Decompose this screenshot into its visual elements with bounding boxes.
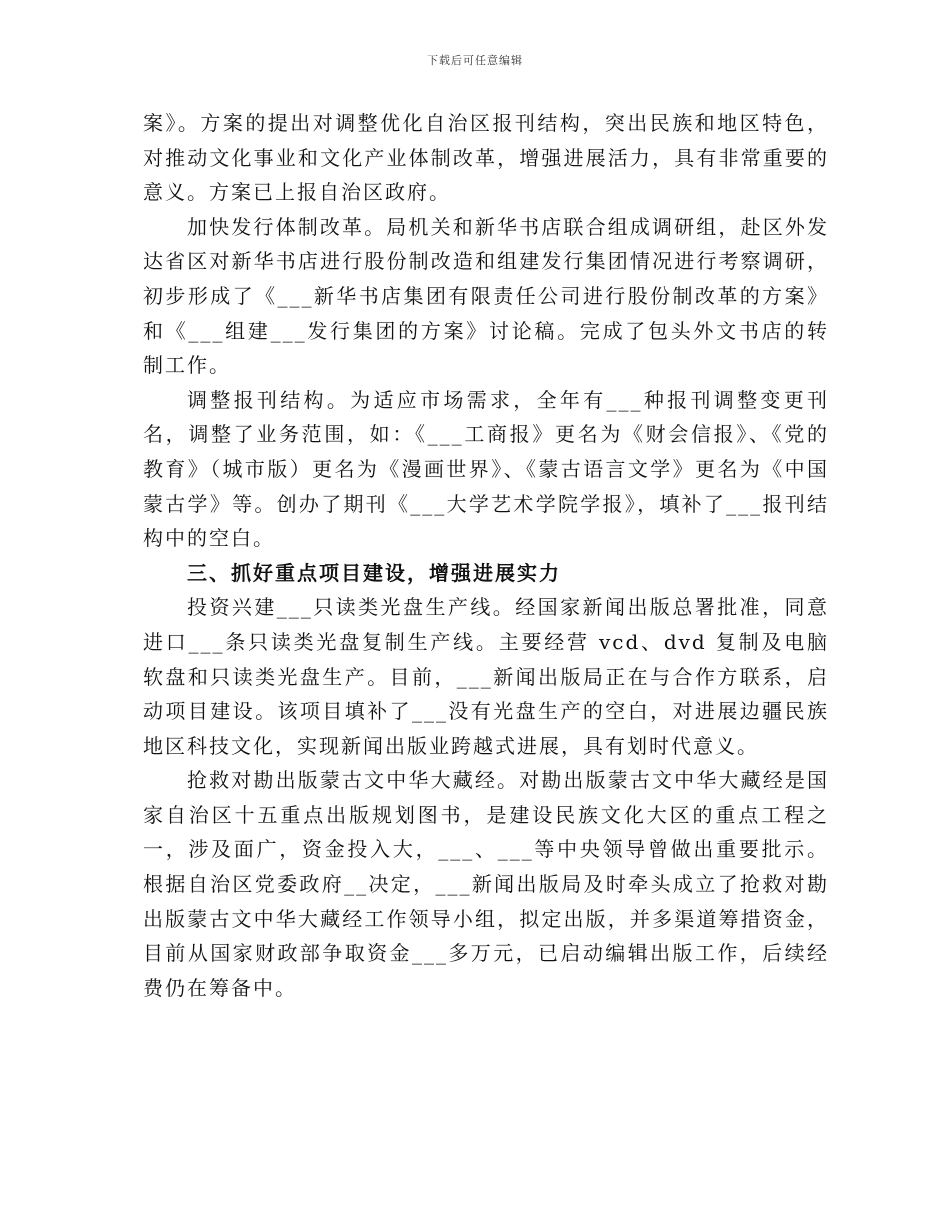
section-heading: 三、抓好重点项目建设，增强进展实力 xyxy=(187,560,561,585)
paragraph-continued: 案》。方案的提出对调整优化自治区报刊结构，突出民族和地区特色，对推动文化事业和文化产业体制改革，增强进展活力，具有非常重要的意义。方案已上报自治区政府。 xyxy=(143,111,829,205)
paragraph-disc-production: 投资兴建___只读类光盘生产线。经国家新闻出版总署批准，同意进口___条只读类光盘复制生产线。主要经营 vcd、dvd 复制及电脑软盘和只读类光盘生产。目前，___新闻出版局正在与合作方联系，启动项目建设。该项目填补了___没有光盘生产的空白，对进展边疆民族地区科技文化，实现新闻出版业跨越式进展，具有划时代意义。 xyxy=(143,595,829,758)
paragraph-newspaper-structure: 调整报刊结构。为适应市场需求，全年有___种报刊调整变更刊名，调整了业务范围，如：《___工商报》更名为《财会信报》、《党的教育》（城市版）更名为《漫画世界》、《蒙古语言文学》更名为《中国蒙古学》等。创办了期刊《___大学艺术学院学报》，填补了___报刊结构中的空白。 xyxy=(143,387,829,551)
paragraph-tripitaka-publishing: 抢救对勘出版蒙古文中华大藏经。对勘出版蒙古文中华大藏经是国家自治区十五重点出版规划图书，是建设民族文化大区的重点工程之一，涉及面广，资金投入大，___、___等中央领导曾做出重要批示。根据自治区党委政府__决定，___新闻出版局及时牵头成立了抢救对勘出版蒙古文中华大藏经工作领导小组，拟定出版，并多渠道筹措资金，目前从国家财政部争取资金___多万元，已启动编辑出版工作，后续经费仍在筹备中。 xyxy=(143,768,829,1000)
document-body xyxy=(143,106,829,1005)
page-header: 下载后可任意编辑 xyxy=(427,54,523,67)
paragraph-distribution-reform: 加快发行体制改革。局机关和新华书店联合组成调研组，赴区外发达省区对新华书店进行股份制改造和组建发行集团情况进行考察调研，初步形成了《___新华书店集团有限责任公司进行股份制改革的方案》和《___组建___发行集团的方案》讨论稿。完成了包头外文书店的转制工作。 xyxy=(143,214,829,378)
